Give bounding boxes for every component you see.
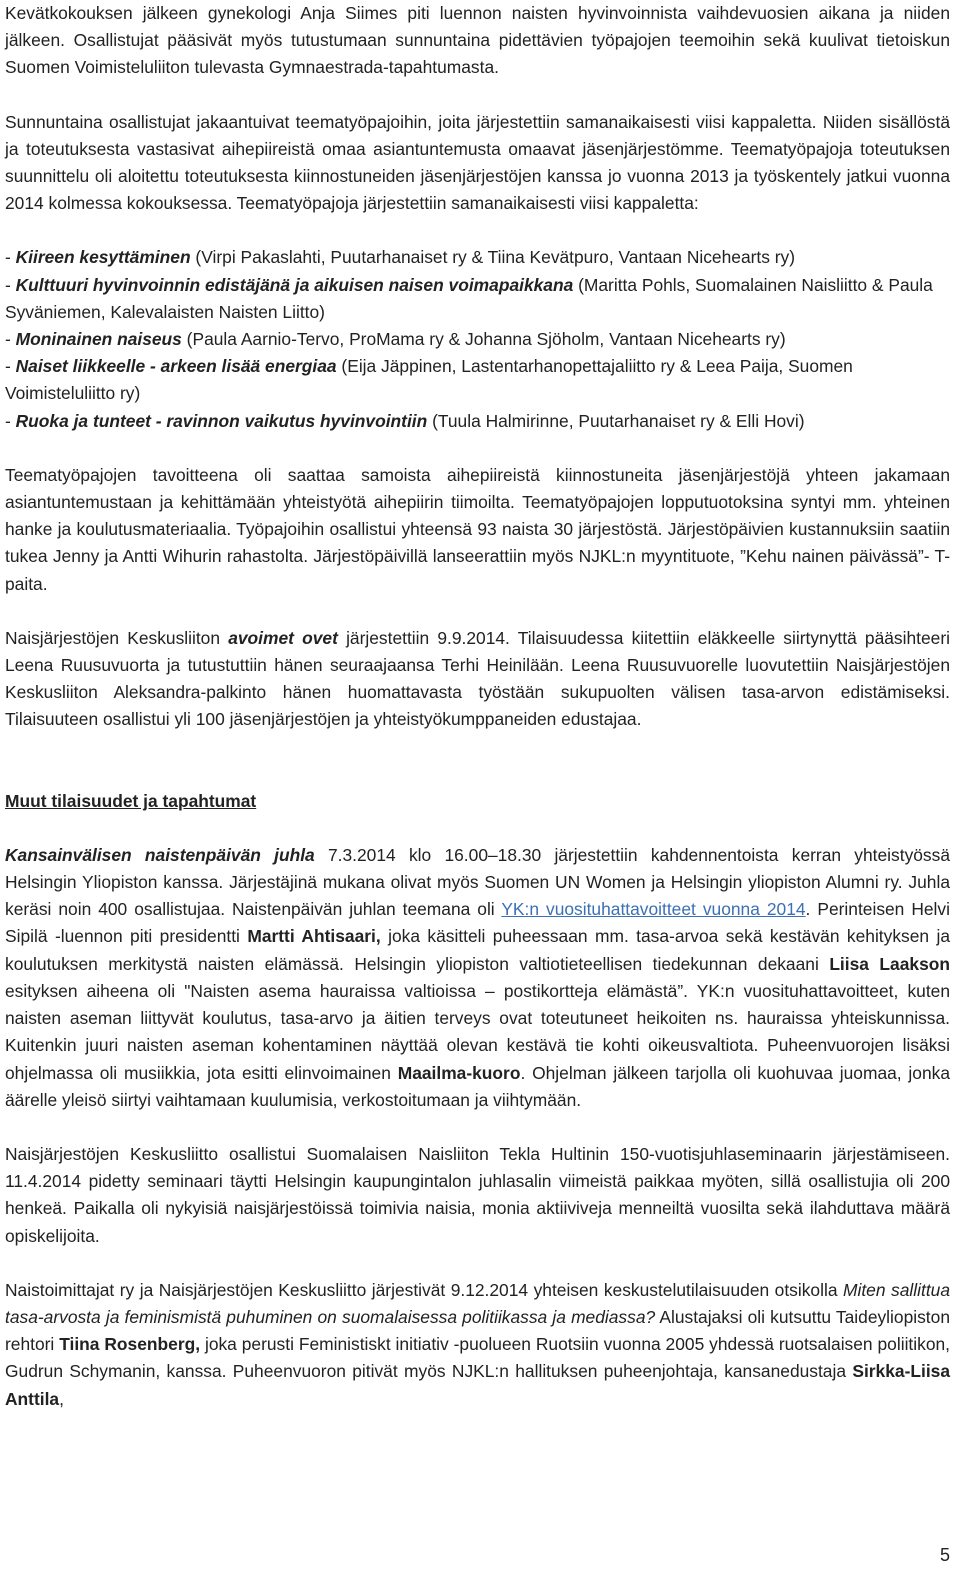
bold-name: Sirkka-Liisa Anttila [5,1361,950,1409]
workshop-item: - Kulttuuri hyvinvoinnin edistäjänä ja aikuisen naisen voimapaikkana (Maritta Pohls, Suomalainen Naisliitto & Paula Syväniemen, Kalevalaisten Naisten Liitto) [5,274,933,322]
paragraph-naisliitto: Naisjärjestöjen Keskusliitto osallistui Suomalaisen Naisliiton Tekla Hultinin 150-vuotisjuhlaseminaarin järjestämiseen. 11.4.2014 pidetty seminaari täytti Helsingin kaupungintalon juhlasalin viimeistä paikkaa myöten, sillä osallistujia oli 200 henkeä. Paikalla oli nykyisiä naisjärjestöissä toimivia naisia, monia aktiiviveja menneiltä vuosilta sekä ilahduttava määrä opiskelijoita. [5,1143,950,1246]
spacer [5,217,950,244]
emphasis: Kansainvälisen naistenpäivän juhla [5,844,315,865]
workshop-title: Kulttuuri hyvinvoinnin edistäjänä ja aikuisen naisen voimapaikkana [15,274,574,295]
workshop-item: - Moninainen naiseus (Paula Aarnio-Tervo, ProMama ry & Johanna Sjöholm, Vantaan Nicehearts ry) [5,329,786,350]
bold-name: Tiina Rosenberg, [59,1334,201,1355]
spacer [5,1114,950,1141]
workshop-list [5,244,950,434]
workshop-item: - Ruoka ja tunteet - ravinnon vaikutus hyvinvointiin (Tuula Halmirinne, Puutarhanaiset ry & Elli Hovi) [5,410,805,431]
bold-name: Liisa Laakson [829,953,950,974]
spacer [5,82,950,109]
page-number: 5 [939,1545,950,1565]
workshop-title: Naiset liikkeelle - arkeen lisää energiaa [15,356,337,377]
section-heading: Muut tilaisuudet ja tapahtumat [5,790,257,811]
paragraph-goal: Teematyöpajojen tavoitteena oli saattaa samoista aihepiireistä kiinnostuneita jäsenjärjestöjä yhteen jakamaan asiantuntemustaan ja kehittämään yhteistyötä aihepiirin tiimoilta. Teematyöpajojen lopputuotoksina syntyi mm. yhteinen hanke ja koulutusmateriaalia. Työpajoihin osallistui yhteensä 93 naista 30 järjestöstä. Järjestöpäivien kustannuksiin saatiin tukea Jenny ja Antti Wihurin rahastolta. Järjestöpäivillä lanseerattiin myös NJKL:n myyntituote, ”Kehu nainen päivässä”- T-paita. [5,464,950,594]
italic-title: Miten sallittua tasa-arvosta ja feminismistä puhuminen on suomalaisessa politiikassa ja mediassa? [5,1279,950,1327]
paragraph-intro: Kevätkokouksen jälkeen gynekologi Anja Siimes piti luennon naisten hyvinvoinnista vaihdevuosien aikana ja niiden jälkeen. Osallistujat pääsivät myös tutustumaan sunnuntaina pidettävien työpajojen teemoihin sekä kuulivat tietoiskun Suomen Voimisteluliiton tulevasta Gymnaestrada-tapahtumasta. [5,3,950,78]
workshop-item: - Kiireen kesyttäminen (Virpi Pakaslahti, Puutarhanaiset ry & Tiina Kevätpuro, Vantaan Nicehearts ry) [5,247,796,268]
theme-link[interactable]: YK:n vuosituhattavoitteet vuonna 2014 [501,899,806,920]
paragraph-womens-day: Kansainvälisen naistenpäivän juhla 7.3.2014 klo 16.00–18.30 järjestettiin kahdennentoista kerran yhteistyössä Helsingin Yliopiston kanssa. Järjestäjinä mukana olivat myös Suomen UN Women ja Helsingin yliopiston Alumni ry. Juhla keräsi noin 400 osallistujaa. Naistenpäivän juhlan teemana oli YK:n vuosituhattavoitteet vuonna 2014. Perinteisen Helvi Sipilä -luennon piti presidentti Martti Ahtisaari, joka käsitteli puheessaan mm. tasa-arvoa sekä kestävän kehityksen ja koulutuksen merkitystä naisten elämässä. Helsingin yliopiston valtiotieteellisen tiedekunnan dekaani Liisa Laakson esityksen aiheena oli "Naisten asema hauraissa valtioissa – postikortteja elämästä”. YK:n vuosituhattavoitteet, kuten naisten aseman liittyvät koulutus, tasa-arvo ja äitien terveys ovat toteutuneet heikoiten ns. hauraissa yhteiskunnissa. Kuitenkin juuri naisten aseman kohentaminen näyttää olevan kestävä tie kohti oikeusvaltiota. Puheenvuorojen lisäksi ohjelmassa oli musiikkia, jota esitti elinvoimainen Maailma-kuoro. Ohjelman jälkeen tarjolla oli kuohuvaa juomaa, jonka äärelle yleisö siirtyi vaihtamaan kuulumisia, verkostoitumaan ja viihtymään. [5,844,951,1110]
paragraph-feminism: Naistoimittajat ry ja Naisjärjestöjen Keskusliitto järjestivät 9.12.2014 yhteisen keskustelutilaisuuden otsikolla Miten sallittua tasa-arvosta ja feminismistä puhuminen on suomalaisessa politiikassa ja mediassa? Alustajaksi oli kutsuttu Taideyliopiston rehtori Tiina Rosenberg, joka perusti Feministiskt initiativ -puolueen Ruotsiin vuonna 2005 yhdessä ruotsalaisen poliitikon, Gudrun Schymanin, kanssa. Puheenvuoron pitivät myös NJKL:n hallituksen puheenjohtaja, kansanedustaja Sirkka-Liisa Anttila, [5,1279,951,1409]
spacer [5,815,950,842]
paragraph-open-doors: Naisjärjestöjen Keskusliiton avoimet ovet järjestettiin 9.9.2014. Tilaisuudessa kiitettiin eläkkeelle siirtynyttä pääsihteeri Leena Ruusuvuorta ja tutustuttiin hänen seuraajaansa Terhi Heinilään. Leena Ruusuvuorelle luovutettiin Naisjärjestöjen Keskusliiton Aleksandra-palkinto hänen huomattavasta työstään sukupuolten välisen tasa-arvon edistämiseksi. Tilaisuuteen osallistui yli 100 jäsenjärjestöjen ja yhteistyökumppaneiden edustajaa. [5,627,950,730]
spacer [5,734,950,788]
spacer [5,598,950,625]
spacer [5,435,950,462]
paragraph-workshops: Sunnuntaina osallistujat jakaantuivat teematyöpajoihin, joita järjestettiin samanaikaisesti viisi kappaletta. Niiden sisällöstä ja toteutuksesta vastasivat aihepiireistä omaa asiantuntemusta omaavat jäsenjärjestömme. Teematyöpajoja toteutuksen suunnittelu oli aloitettu toteutuksesta kiinnostuneiden jäsenjärjestöjen kanssa jo vuonna 2013 ja työskentely jatkui vuonna 2014 kolmessa kokouksessa. Teematyöpajoja järjestettiin samanaikaisesti viisi kappaletta: [5,111,950,214]
spacer [5,1250,950,1277]
workshop-title: Ruoka ja tunteet - ravinnon vaikutus hyvinvointiin [15,410,428,431]
emphasis: avoimet ovet [228,627,338,648]
bold-name: Martti Ahtisaari, [247,926,381,947]
workshop-title: Kiireen kesyttäminen [15,247,191,268]
workshop-item: - Naiset liikkeelle - arkeen lisää energiaa (Eija Jäppinen, Lastentarhanopettajaliitto ry & Leea Paija, Suomen Voimisteluliitto ry) [5,356,853,404]
workshop-title: Moninainen naiseus [15,329,182,350]
document-page [5,0,950,1413]
bold-name: Maailma-kuoro [397,1062,521,1083]
